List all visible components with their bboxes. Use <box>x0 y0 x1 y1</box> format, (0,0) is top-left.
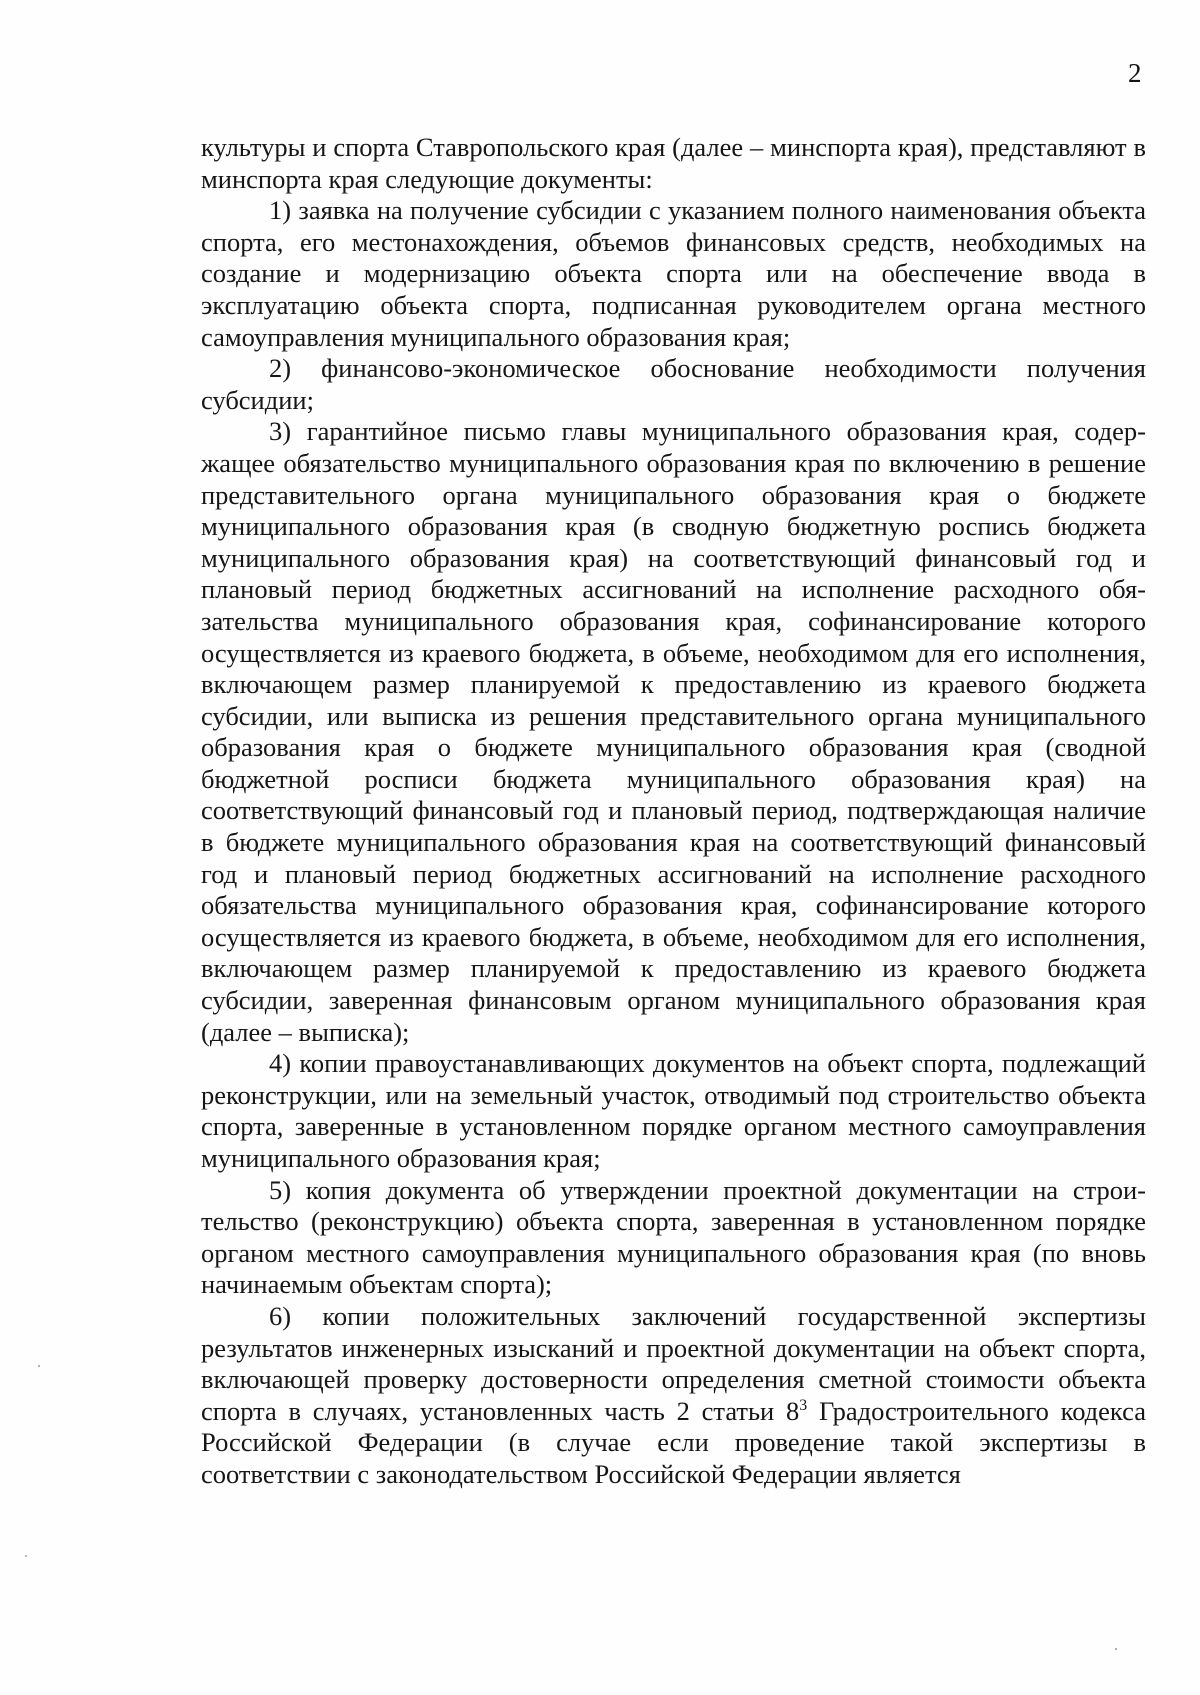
paragraph-item-3: 3) гарантийное письмо главы муниципального образования края, содержащее обязательство муниципального образования края по включению в решение представительного органа муниципального образования края о бюджете муниципального образования края (в сводную бюджетную роспись бюджета муниципального образования края) на соответствующий финансовый год и плановый период бюджетных ассигнований на исполнение расходного обязательства муниципального образования края, софинансирование которого осуществляется из краевого бюджета, в объеме, необходимом для его исполнения, включающем размер планируемой к предоставлению из краевого бюджета субсидии, или выписка из решения представительного органа муниципального образования края о бюджете муниципального образования края (сводной бюджетной росписи бюджета муниципального образования края) на соответствующий финансовый год и плановый период, подтверждающая наличие в бюджете муниципального образования края на соответствующий финансовый год и плановый период бюджетных ассигнований на исполнение расходного обязательства муниципального образования края, софинансирование которого осуществляется из краевого бюджета, в объеме, необходимом для его исполнения, включающем размер планируемой к предоставлению из краевого бюджета субсидии, заверенная финансовым органом муниципального образования края (далее – выписка); <box>201 416 1146 1047</box>
paragraph-item-2: 2) финансово-экономическое обоснование необходимости получения субсидии; <box>201 353 1146 415</box>
paragraph-item-6-text-start: 6) копии положительных заключений государственной экспертизы результатов инженерных изысканий и проектной документации на объект спорта, включающей проверку достоверности определения сметной стоимости объекта спорта в случаях, установленных часть 2 статьи 8 <box>201 1300 1146 1426</box>
scan-speck <box>38 1365 40 1367</box>
paragraph-item-6 <box>201 1301 1146 1491</box>
paragraph-item-4: 4) копии правоустанавливающих документов на объект спорта, подлежащий реконструкции, или на земельный участок, отводимый под строительство объекта спорта, заверенные в установленном порядке органом местного самоуправления муниципального образования края; <box>201 1048 1146 1173</box>
paragraph-item-1: 1) заявка на получение субсидии с указанием полного наименования объекта спорта, его местонахождения, объемов финансовых средств, необходимых на создание и модернизацию объекта спорта или на обеспечение ввода в эксплуатацию объекта спорта, подписанная руководителем органа местного самоуправления муниципального образования края; <box>201 195 1146 352</box>
page-number: 2 <box>1128 58 1142 88</box>
scan-speck <box>25 1555 27 1557</box>
document-body <box>201 132 1146 1491</box>
paragraph-item-6-text-end: Градостроительного кодекса Российской Федерации (в случае если проведение такой экспертизы в соответствии с законодательством Российской Федерации является <box>201 1395 1146 1489</box>
article-superscript: 3 <box>799 1396 808 1414</box>
scan-speck <box>1115 1648 1117 1650</box>
paragraph-item-5: 5) копия документа об утверждении проектной документации на строительство (реконструкцию) объекта спорта, заверенная в установленном порядке органом местного самоуправления муниципального образования края (по вновь начинаемым объектам спорта); <box>201 1174 1146 1300</box>
paragraph-intro: культуры и спорта Ставропольского края (далее – минспорта края), представляют в минспорта края следующие документы: <box>201 132 1146 194</box>
